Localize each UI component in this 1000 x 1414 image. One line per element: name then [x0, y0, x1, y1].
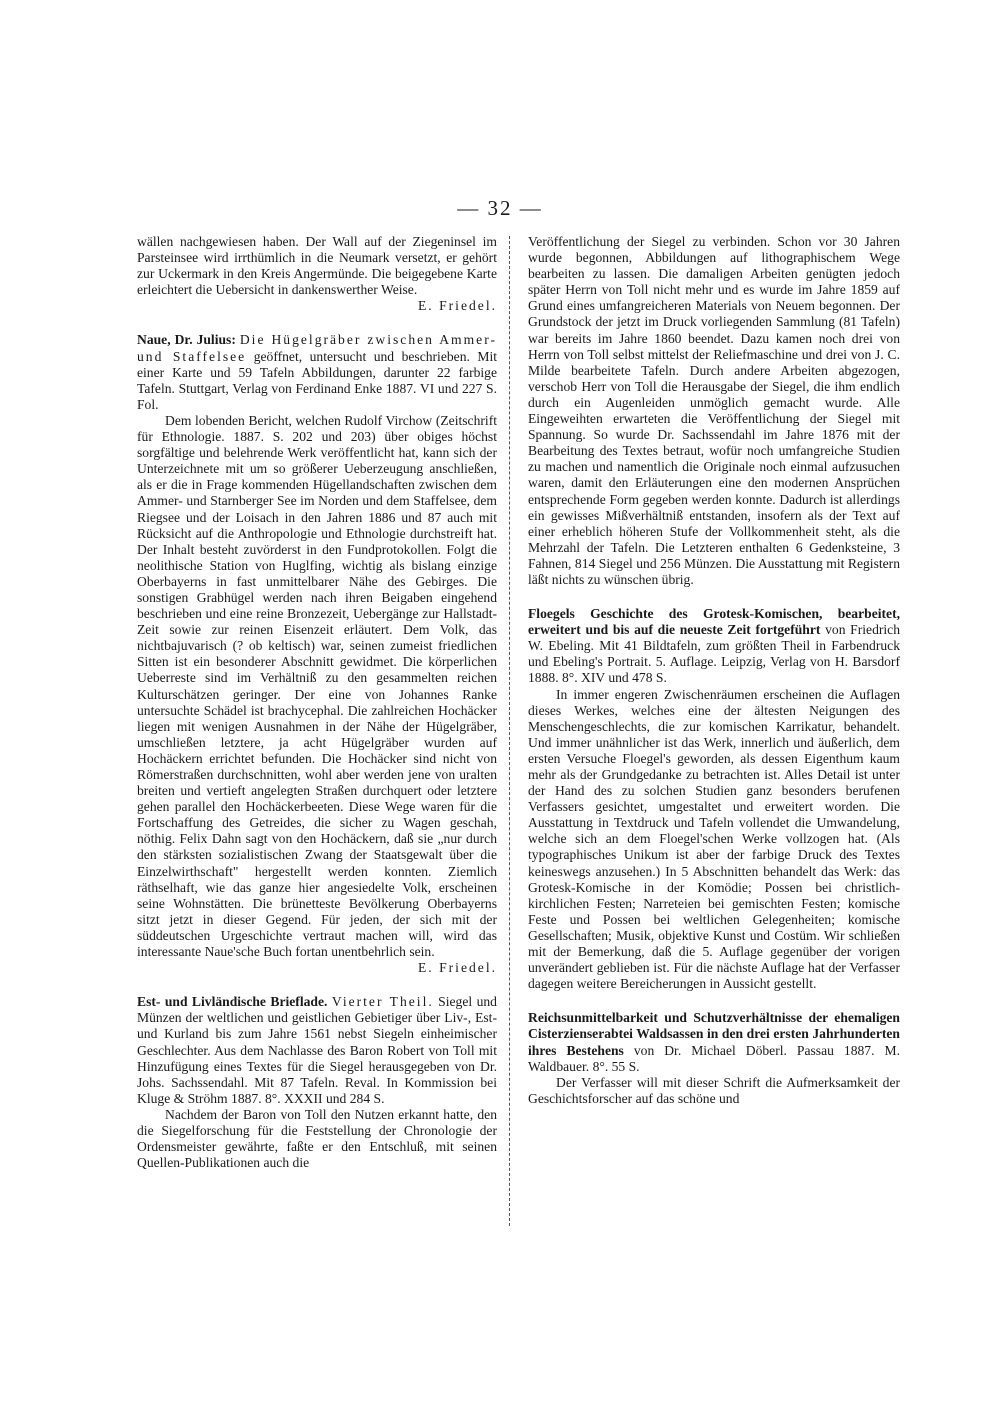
review-paragraph	[137, 234, 497, 298]
right-column	[528, 234, 900, 1107]
entry-body: Dem lobenden Bericht, welchen Rudolf Virchow (Zeitschrift für Ethnologie. 1887. S. 202 und 203) über obiges höchst sorgfältige und belehrende Werk veröffentlicht hat, kann sich der Unterzeichnete mit um so größerer Ueberzeugung anschließen, als er die in Frage kommenden Hügellandschaften zwischen dem Ammer- und Starnberger See im Norden und dem Staffelsee, dem Riegsee und der Loisach in den Jahren 1886 und 87 auch mit Rücksicht auf die Anthropologie und Ethnologie durchstreift hat. Der Inhalt besteht zuvörderst in den Fundprotokollen. Folgt die neolithische Station von Huglfing, wichtig als bislang einzige Oberbayerns in fast unmittelbarer Nähe des Gebirges. Die sonstigen Grabhügel werden nach ihren Beigaben eingehend beschrieben und eine reine Bronzezeit, Uebergänge zur Hallstadt-Zeit sowie zur reinen Eisenzeit erläutert. Dem Volk, das nichtbajuvarisch (? ob keltisch) war, seinen zumeist friedlichen Sitten ist ein besonderer Abschnitt gewidmet. Die körperlichen Ueberreste sind im Verhältniß zu den gesammelten reichen Kulturschätzen geringer. Der eine von Johannes Ranke untersuchte Schädel ist brachycephal. Die zahlreichen Hochäcker liegen mit wenigen Ausnahmen in der Nähe der Hügelgräber, umschließen letztere, ja acht Hügelgräber wurden auf Hochäckern errichtet befunden. Die Hochäcker sind nicht von Römerstraßen durchschnitten, wohl aber werden jene von uralten breiten und vertieft angelegten Straßen durchquert oder letztere gehen parallel den Hochäckerbeeten. Diese Wege waren für die Fortschaffung des Getreides, die sicher zu Wagen geschah, nöthig. Felix Dahn sagt von den Hochäckern, daß sie „nur durch den stärksten sozialistischen Zwang der Staatsgewalt über die Einzelwirthschaft" hergestellt werden konnten. Ziemlich räthselhaft, wie das ganze hier angesiedelte Volk, erscheinen seine Wohnstätten. Die brünetteste Bevölkerung Oberbayerns sitzt jetzt in dieser Gegend. Für jeden, der sich mit der süddeutschen Urgeschichte vertraut machen will, wird das interessante Naue'sche Buch fortan unentbehrlich sein.	[137, 412, 497, 960]
entry-author: Naue, Dr. Julius:	[137, 332, 236, 348]
entry-heading	[528, 1010, 900, 1074]
entry-title: Floegels Geschichte des Grotesk-Komischen, bearbeitet, erweitert und bis auf die neueste Zeit fortgeführt	[528, 606, 900, 638]
entry-title: Est- und Livländische Brieflade.	[137, 994, 328, 1010]
entry-volume: Vierter Theil.	[331, 994, 434, 1010]
entry-heading	[137, 332, 497, 412]
entry-body: In immer engeren Zwischenräumen erscheinen die Auflagen dieses Werkes, welches eine der ältesten Neigungen des Menschengeschlechts, die zur komischen Karrikatur, behandelt. Und immer unähnlicher ist das Werk, innerlich und äußerlich, dem ersten Versuche Floegel's geworden, als dessen Eigenthum kaum mehr als der Grundgedanke zu betrachten ist. Alles Detail ist unter der Hand des zu solchen Studien ganz besonders berufenen Verfassers gesichtet, umgestaltet und erweitert worden. Die Ausstattung in Textdruck und Tafeln vollendet die Umwandelung, welche sich an dem Floegel'schen Werke vollzogen hat. (Als typographisches Unikum ist aber der farbige Druck des Textes keineswegs anzusehen.) In 5 Abschnitten behandelt das Werk: das Grotesk-Komische in der Komödie; Possen bei christlich-kirchlichen Festen; Narreteien bei gemischten Festen; komische Feste und Possen bei weltlichen Gelegenheiten; komische Gesellschaften; Musik, objektive Kunst und Costüm. Wir schließen mit der Bemerkung, daß die 5. Auflage gegenüber der vorigen unverändert geblieben ist. Für die nächste Auflage hat der Verfasser dagegen weitere Bereicherungen in Aussicht gestellt.	[528, 686, 900, 992]
entry-publication: geöffnet, untersucht und beschrieben. Mit einer Karte und 59 Tafeln Abbildungen, darunter 22 farbige Tafeln. Stuttgart, Verlag von Ferdinand Enke 1887. VI und 227 S. Fol.	[137, 348, 497, 412]
entry-publication: von Dr. Michael Döberl. Passau 1887. M. Waldbauer. 8°. 55 S.	[528, 1042, 900, 1074]
entry-publication: Siegel und Münzen der weltlichen und geistlichen Gebietiger über Liv-, Est- und Kurland bis zum Jahre 1561 nebst Siegeln einheimischer Geschlechter. Aus dem Nachlasse des Baron Robert von Toll mit Hinzufügung eines Textes für die Siegel herausgegeben von Dr. Johs. Sachssendahl. Mit 87 Tafeln. Reval. In Kommission bei Kluge & Ströhm 1887. 8°. XXXII und 284 S.	[137, 994, 497, 1106]
entry-title: Die Hügelgräber zwischen Ammer- und Staffelsee	[137, 332, 497, 364]
page-number: — 32 —	[457, 196, 543, 220]
review-entry-brieflade	[137, 994, 497, 1171]
left-column	[137, 234, 497, 1171]
review-entry-naue	[137, 332, 497, 976]
review-text: wällen nachgewiesen haben. Der Wall auf der Ziegeninsel im Parsteinsee wird irrthümlich in die Neumark versetzt, er gehört zur Uckermark in den Kreis Angermünde. Die beigegebene Karte erleichtert die Uebersicht in dankenswerther Weise.	[137, 234, 497, 298]
review-paragraph: Veröffentlichung der Siegel zu verbinden. Schon vor 30 Jahren wurde begonnen, Abbildungen auf lithographischem Wege bearbeiten zu lassen. Die damaligen Arbeiten genügten jedoch später Herrn von Toll nicht mehr und es wurde im Jahre 1859 auf Grund eines umfangreicheren Materials von Neuem begonnen. Der Grundstock der jetzt im Druck vorliegenden Sammlung (81 Tafeln) war bereits im Jahre 1860 beendet. Dazu kamen noch drei von Herrn von Toll selbst mittelst der Reliefmaschine und drei von J. C. Milde bearbeitete Tafeln. Durch andere Arbeiten abgezogen, verschob Herr von Toll die Herausgabe der Siegel, die ihm endlich durch ein Augenleiden unmöglich gemacht wurde. Alle Eingeweihten erwarteten die Veröffentlichung der Siegel mit Spannung. So wurde Dr. Sachssendahl im Jahre 1876 mit der Bearbeitung des Textes betraut, wofür noch umfangreiche Studien zu machen und namentlich die Originale noch einmal aufzusuchen waren, damit den Erläuterungen eine den modernen Ansprüchen entsprechende Form gegeben werden konnte. Dadurch ist allerdings ein gewisses Mißverhältniß entstanden, insofern als der Text auf einer erheblich höheren Stufe der Vollkommenheit steht, als die Mehrzahl der Tafeln. Die Letzteren enthalten 6 Gedenksteine, 3 Fahnen, 814 Siegel und 256 Münzen. Die Ausstattung mit Registern läßt nichts zu wünschen übrig.	[528, 234, 900, 587]
entry-title: Reichsunmittelbarkeit und Schutzverhältnisse der ehemaligen Cisterzienserabtei Waldsassen in den drei ersten Jahrhunderten ihres Bestehens	[528, 1010, 900, 1058]
review-entry-floegel	[528, 606, 900, 992]
column-divider	[509, 236, 510, 1226]
entry-body: Nachdem der Baron von Toll den Nutzen erkannt hatte, den die Siegelforschung für die Feststellung der Chronologie der Ordensmeister gewährte, faßte er den Entschluß, mit seinen Quellen-Publikationen auch die	[137, 1106, 497, 1171]
review-entry-waldsassen	[528, 1010, 900, 1107]
entry-heading	[528, 606, 900, 686]
review-signature: E. Friedel.	[417, 298, 497, 314]
entry-publication: von Friedrich W. Ebeling. Mit 41 Bildtafeln, zum größten Theil in Farbendruck und Ebeling's Portrait. 5. Auflage. Leipzig, Verlag von H. Barsdorf 1888. 8°. XIV und 478 S.	[528, 622, 900, 686]
review-signature: E. Friedel.	[417, 960, 497, 976]
entry-body: Der Verfasser will mit dieser Schrift die Aufmerksamkeit der Geschichtsforscher auf das schöne und	[528, 1074, 900, 1106]
entry-heading	[137, 994, 497, 1107]
